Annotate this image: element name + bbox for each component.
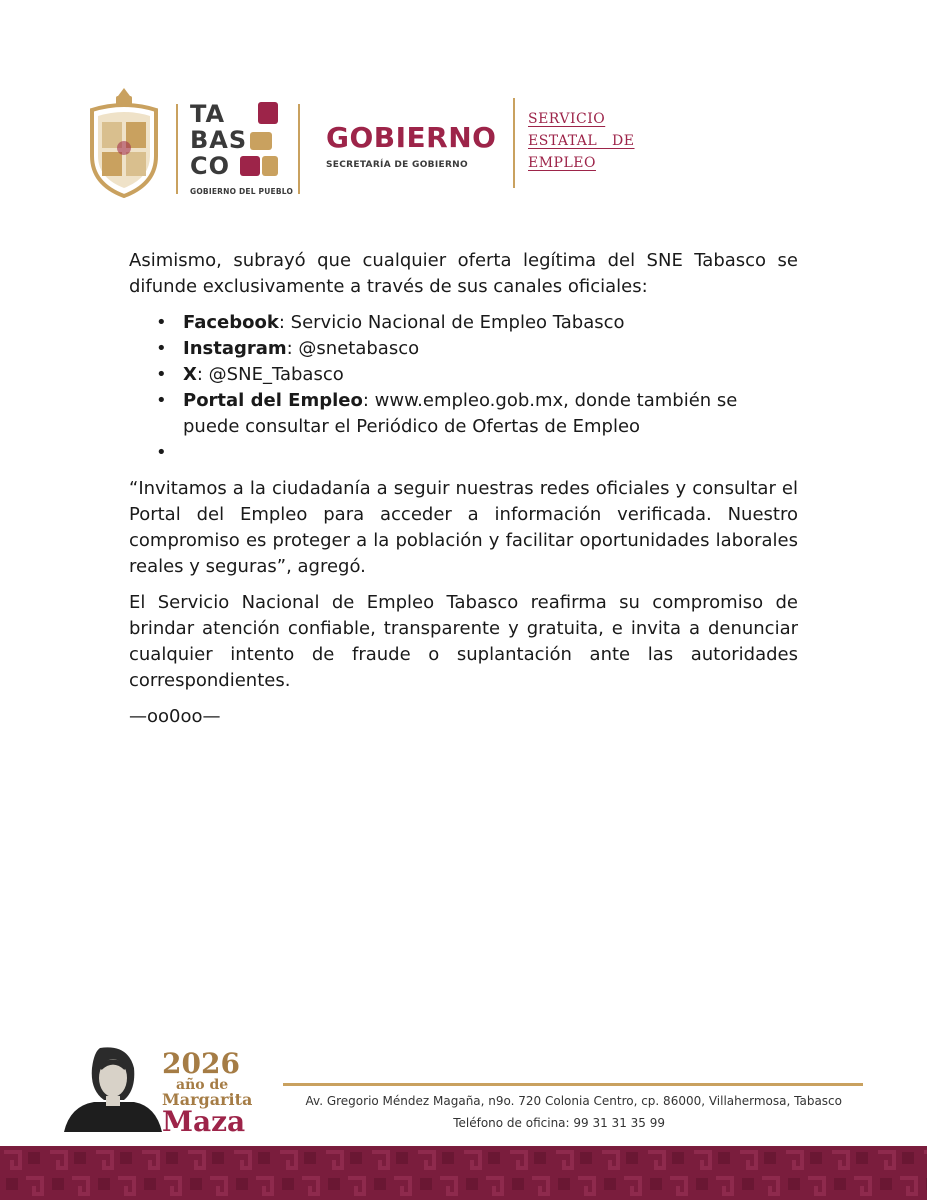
glyph-icon — [240, 156, 260, 176]
year-of-label: año de — [176, 1077, 229, 1093]
letterhead — [0, 0, 927, 230]
tabasco-tagline: GOBIERNO DEL PUEBLO — [190, 187, 294, 196]
footer-phone: Teléfono de oficina: 99 31 31 35 99 — [453, 1116, 665, 1130]
coat-of-arms-icon — [84, 86, 164, 198]
separator: —oo0oo— — [129, 706, 221, 727]
empty-list-item — [129, 440, 798, 466]
footer-pattern-band — [0, 1146, 927, 1200]
service-line-2: ESTATAL DE — [528, 133, 635, 149]
portrait-illustration — [64, 1046, 162, 1132]
channel-label: Facebook — [183, 312, 279, 333]
divider — [513, 98, 515, 188]
service-line-3: EMPLEO — [528, 155, 596, 171]
tabasco-logo — [190, 100, 294, 200]
honoree-name: Margarita — [162, 1090, 253, 1109]
service-line-1: SERVICIO — [528, 111, 606, 127]
tabasco-line-1: TA — [190, 100, 226, 128]
document-body — [129, 248, 798, 730]
gobierno-title: GOBIERNO — [326, 121, 497, 154]
intro-paragraph: Asimismo, subrayó que cualquier oferta legítima del SNE Tabasco se difunde exclusivamente a través de sus canales oficiales: — [129, 250, 798, 297]
service-name — [528, 108, 635, 174]
olmec-head-icon — [258, 102, 278, 124]
glyph-icon — [250, 132, 272, 150]
channel-label: Portal del Empleo — [183, 390, 363, 411]
closing-paragraph: El Servicio Nacional de Empleo Tabasco reafirma su compromiso de brindar atención confiable, transparente y gratuita, e invita a denunciar cualquier intento de fraude o suplantación ante las autoridades correspondientes. — [129, 592, 798, 691]
list-item — [129, 388, 798, 440]
channel-label: Instagram — [183, 338, 287, 359]
tabasco-line-3: CO — [190, 152, 231, 180]
channels-list — [129, 310, 798, 466]
divider — [298, 104, 300, 194]
divider — [176, 104, 178, 194]
glyph-icon — [262, 156, 278, 176]
quote-paragraph: “Invitamos a la ciudadanía a seguir nuestras redes oficiales y consultar el Portal del Empleo para acceder a información verificada. Nuestro compromiso es proteger a la población y facilitar oportunidades laborales reales y seguras”, agregó. — [129, 478, 798, 577]
channel-value: : www.empleo.gob.mx, donde también se puede consultar el Periódico de Ofertas de Empleo — [183, 390, 738, 437]
list-item — [129, 362, 798, 388]
channel-value: : @SNE_Tabasco — [196, 364, 344, 385]
list-item — [129, 336, 798, 362]
channel-value: : @snetabasco — [286, 338, 420, 359]
pattern-decoration — [0, 1146, 927, 1200]
year-badge — [162, 1047, 253, 1138]
honoree-surname: Maza — [162, 1105, 246, 1138]
footer-rule — [283, 1083, 863, 1086]
year-number: 2026 — [162, 1047, 240, 1080]
footer-address: Av. Gregorio Méndez Magaña, n9o. 720 Colonia Centro, cp. 86000, Villahermosa, Tabasco — [305, 1094, 842, 1108]
tabasco-line-2: BAS — [190, 126, 248, 154]
gobierno-subtitle: SECRETARÍA DE GOBIERNO — [326, 160, 468, 170]
list-item — [129, 310, 798, 336]
channel-value: : Servicio Nacional de Empleo Tabasco — [278, 312, 625, 333]
channel-label: X — [183, 364, 197, 385]
